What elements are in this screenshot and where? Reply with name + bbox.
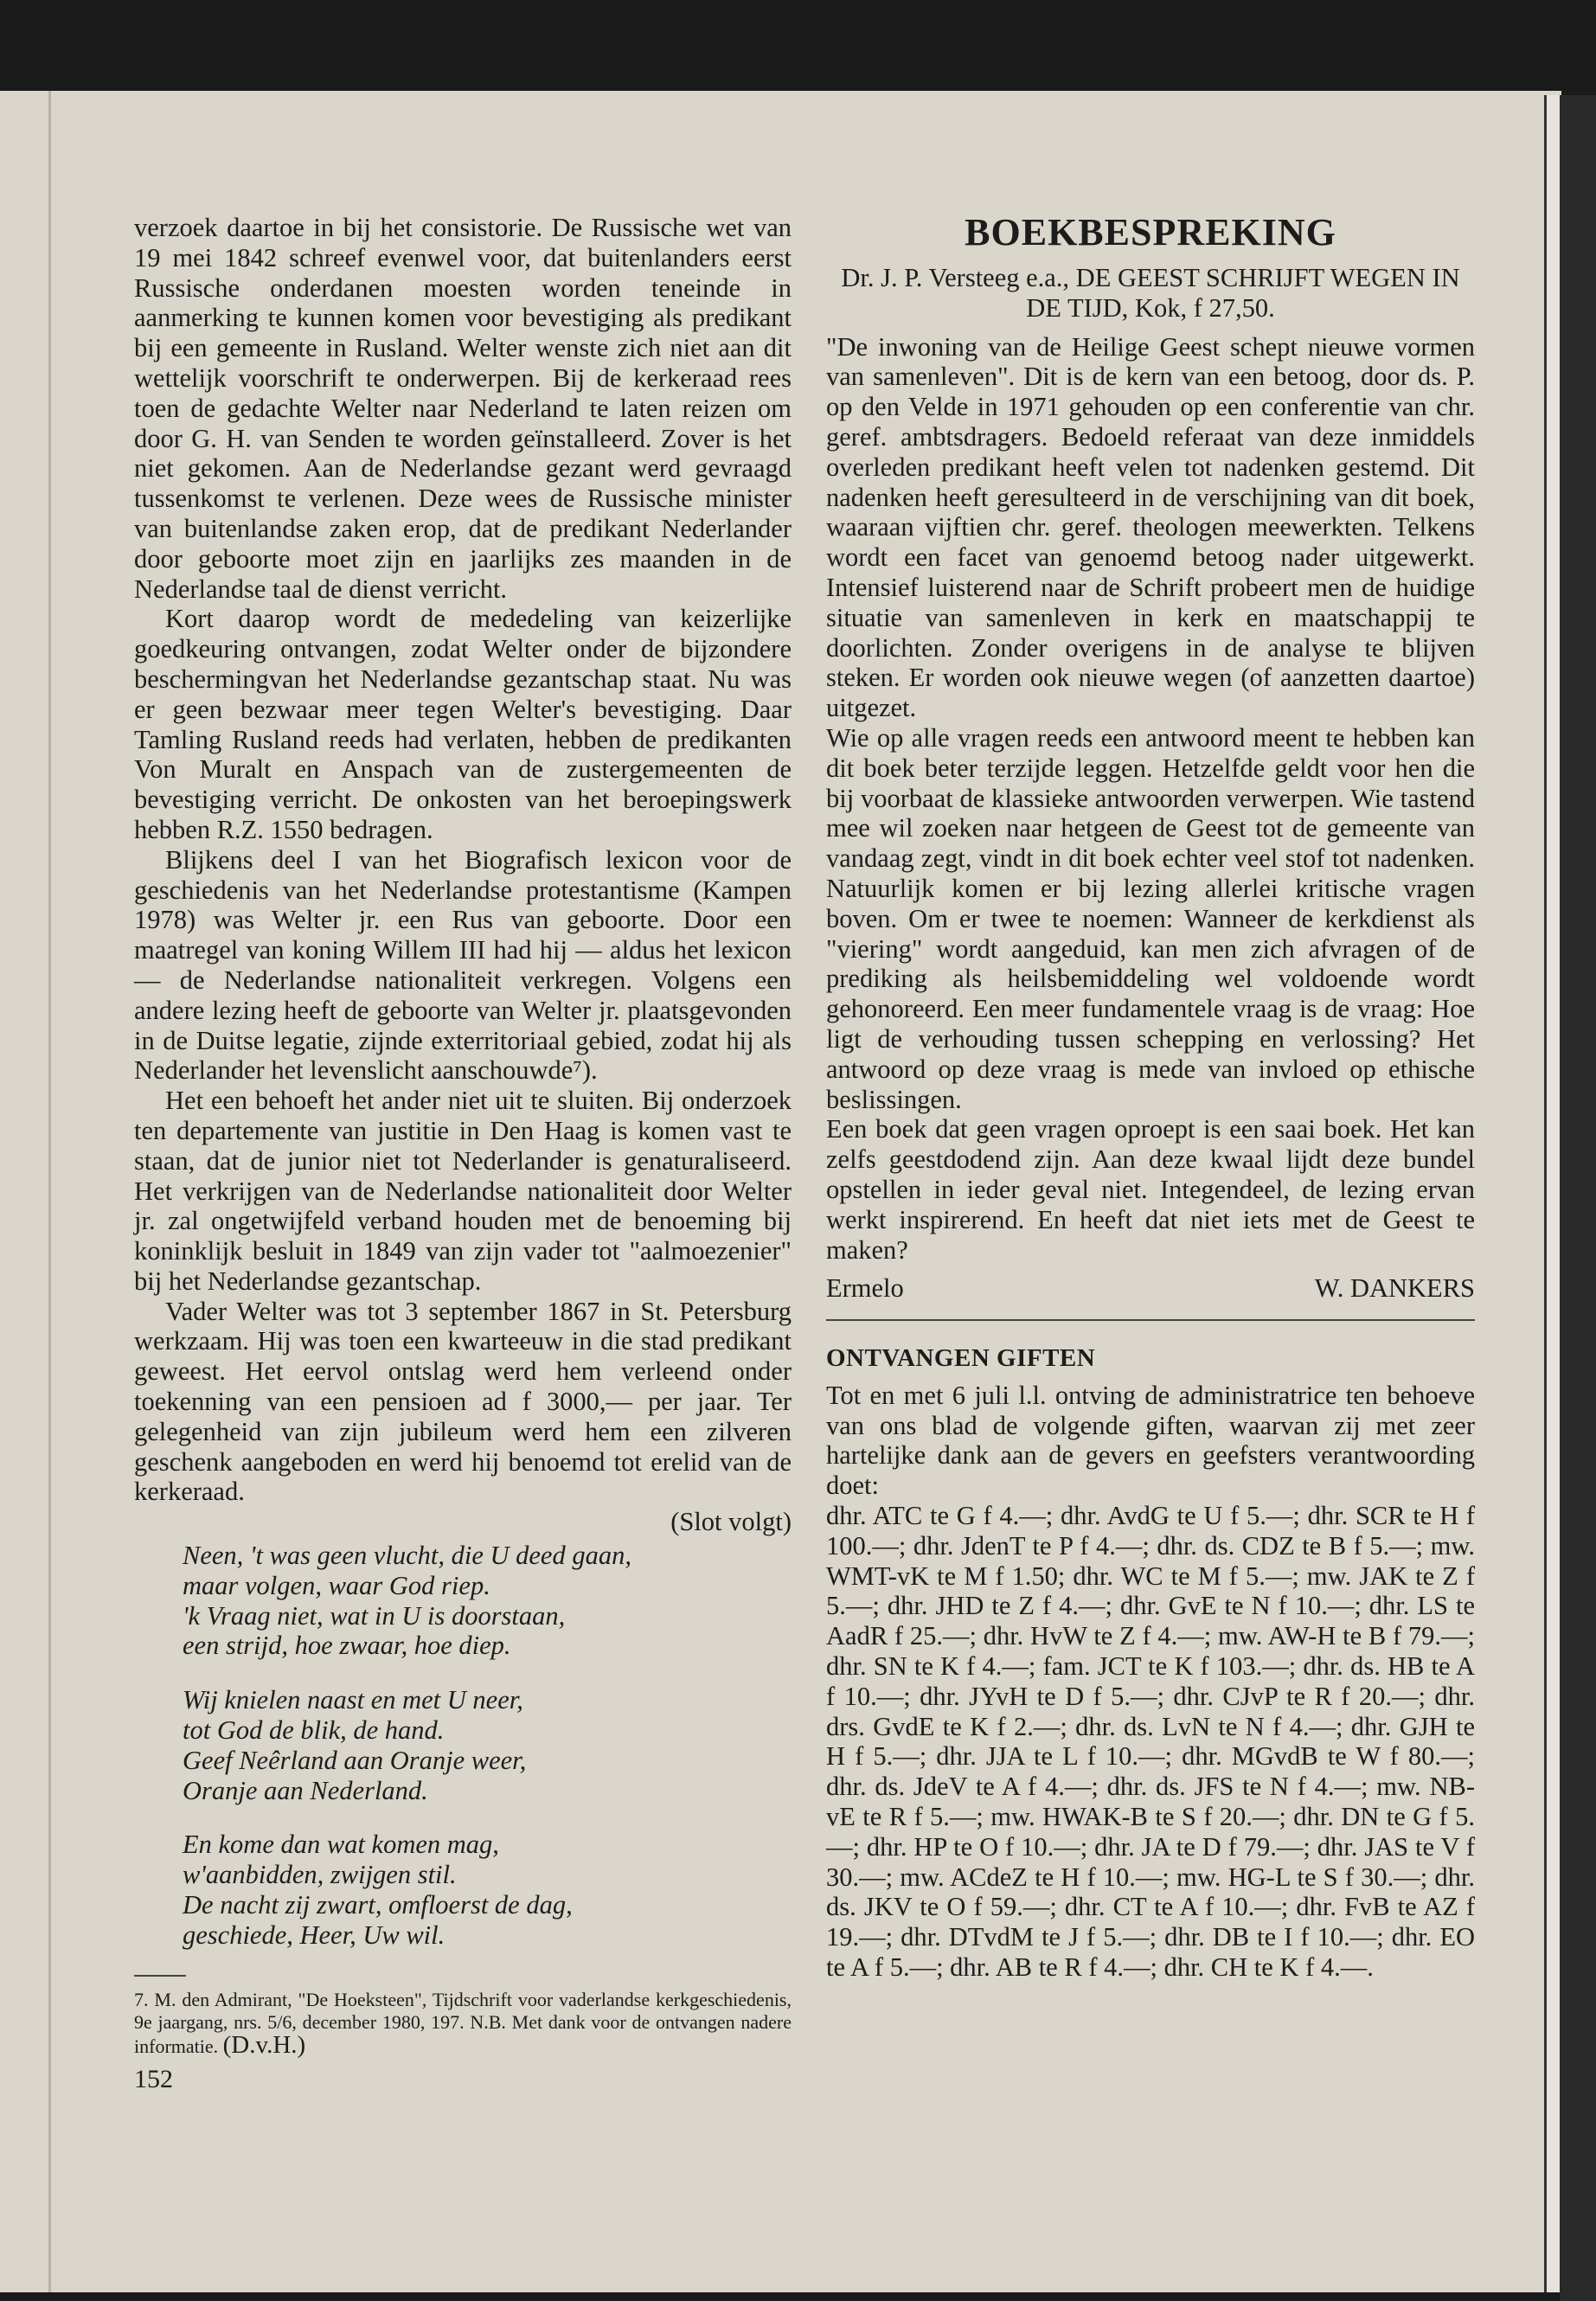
left-column bbox=[134, 213, 792, 2094]
article-paragraph: verzoek daartoe in bij het consistorie. De Russische wet van 19 mei 1842 schreef evenwel voor, dat buitenlanders eerst Russische onderdanen moesten worden teneinde in aanmerking te kunnen komen voor bevestiging als predikant bij een gemeente in Rusland. Welter wenste zich niet aan dit wettelijk voorschrift te onderwerpen. Bij de kerkeraad rees toen de gedachte Welter naar Nederland te laten reizen om door G. H. van Senden te worden geïnstalleerd. Zover is het niet gekomen. Aan de Nederlandse gezant werd gevraagd tussenkomst te verlenen. Deze wees de Russische minister van buitenlandse zaken erop, dat de predikant Nederlander door geboorte moet zijn en jaarlijks zes maanden in de Nederlandse taal de dienst verricht. bbox=[134, 213, 792, 604]
poem-line: En kome dan wat komen mag, bbox=[183, 1830, 499, 1860]
review-heading: BOEKBESPREKING bbox=[965, 211, 1336, 253]
continued-note: (Slot volgt) bbox=[670, 1507, 792, 1537]
footnote-credit: (D.v.H.) bbox=[222, 2030, 306, 2059]
review-signature bbox=[826, 1273, 1475, 1304]
poem-line: w'aanbidden, zwijgen stil. bbox=[183, 1860, 457, 1890]
poem-stanza bbox=[183, 1685, 792, 1805]
gifts-heading: ONTVANGEN GIFTEN bbox=[826, 1344, 1096, 1373]
poem-line: Oranje aan Nederland. bbox=[183, 1775, 428, 1805]
poem-line: Geef Neêrland aan Oranje weer, bbox=[183, 1745, 527, 1775]
review-paragraph: "De inwoning van de Heilige Geest schept nieuwe vormen van samenleven". Dit is de kern van een betoog, door ds. P. op den Velde in 1971 gehouden op een conferentie van chr. geref. ambtsdragers. Bedoeld referaat van deze inmiddels overleden predikant heeft velen tot nadenken gestemd. Dit nadenken heeft geresulteerd in de verschijning van dit boek, waaraan vijftien chr. geref. theologen meewerkten. Telkens wordt een facet van genoemd betoog nader uitgewerkt. Intensief luisterend naar de Schrift probeert men de huidige situatie van samenleven in kerk en maatschappij te doorlichten. Zonder overigens in de analyse te blijven steken. Er worden ook nieuwe wegen (of aanzetten daartoe) uitgezet. bbox=[826, 331, 1475, 723]
poem-line: geschiede, Heer, Uw wil. bbox=[183, 1920, 445, 1950]
gifts-intro: Tot en met 6 juli l.l. ontving de administratrice ten behoeve van ons blad de volgende giften, waarvan zij met zeer hartelijke dank aan de gevers en geefsters verantwoording doet: bbox=[826, 1380, 1475, 1501]
poem-line: Wij knielen naast en met U neer, bbox=[183, 1685, 523, 1715]
poem-line: 'k Vraag niet, wat in U is doorstaan, bbox=[183, 1600, 566, 1631]
poem-line: De nacht zij zwart, omfloerst de dag, bbox=[183, 1890, 573, 1920]
footnote-divider bbox=[134, 1975, 186, 1977]
poem-line: Neen, 't was geen vlucht, die U deed gaan, bbox=[183, 1541, 631, 1571]
review-paragraph: Wie op alle vragen reeds een antwoord meent te hebben kan dit boek beter terzijde leggen. Hetzelfde geldt voor hen die bij voorbaat de klassieke antwoorden verwerpen. Wie tastend mee wil zoeken naar hetgeen de Geest tot de gemeente van vandaag zegt, vindt in dit boek echter veel stof tot nadenken. Natuurlijk komen er bij lezing allerlei kritische vragen boven. Om er twee te noemen: Wanneer de kerkdienst als "viering" wordt aangeduid, kan men zich afvragen of de prediking als heilsbemiddeling wel voldoende wordt gehonoreerd. Een meer fundamentele vraag is de vraag: Hoe ligt de verhouding tussen schepping en verlossing? Het antwoord op deze vraag is mede van invloed op ethische beslissingen. bbox=[826, 722, 1475, 1114]
article-paragraph: Blijkens deel I van het Biografisch lexicon voor de geschiedenis van het Nederlandse protestantisme (Kampen 1978) was Welter jr. een Rus van geboorte. Door een maatregel van koning Willem III had hij — aldus het lexicon — de Nederlandse nationaliteit verkregen. Volgens een andere lezing heeft de geboorte van Welter jr. plaatsgevonden in de Duitse legatie, zijnde exterritoriaal gebied, zodat hij als Nederlander het levenslicht aanschouwde⁷). bbox=[134, 844, 792, 1086]
poem-line: een strijd, hoe zwaar, hoe diep. bbox=[183, 1631, 511, 1661]
poem-line: tot God de blik, de hand. bbox=[183, 1715, 445, 1746]
footnote bbox=[134, 1989, 792, 2058]
review-paragraph: Een boek dat geen vragen oproept is een saai boek. Het kan zelfs geestdodend zijn. Aan deze kwaal lijdt deze bundel opstellen in ieder geval niet. Integendeel, de lezing ervan werkt inspirerend. En heeft dat niet iets met de Geest te maken? bbox=[826, 1114, 1475, 1265]
article-paragraph: Het een behoeft het ander niet uit te sluiten. Bij onderzoek ten departemente van justitie in Den Haag is komen vast te staan, dat de junior niet tot Nederlander is genaturaliseerd. Het verkrijgen van de Nederlandse nationaliteit door Welter jr. zal ongetwijfeld verband houden met de benoeming bij koninklijk besluit in 1849 van zijn vader tot "aalmoezenier" bij het Nederlandse gezantschap. bbox=[134, 1086, 792, 1296]
review-place: Ermelo bbox=[826, 1273, 904, 1304]
article-paragraph: Vader Welter was tot 3 september 1867 in St. Petersburg werkzaam. Hij was toen een kwarteeuw in die stad predikant geweest. Het eervol ontslag werd hem verleend onder toekenning van een pensioen ad f 3000,— per jaar. Ter gelegenheid van zijn jubileum werd hem een zilveren geschenk aangeboden en werd hij benoemd tot erelid van de kerkeraad. bbox=[134, 1296, 792, 1507]
footnote-text: 7. M. den Admirant, "De Hoeksteen", Tijdschrift voor vaderlandse kerkgeschiedenis, 9e jaargang, nrs. 5/6, december 1980, 197. N.B. Met dank voor de ontvangen nadere informatie. bbox=[134, 1988, 792, 2057]
gifts-list: dhr. ATC te G f 4.—; dhr. AvdG te U f 5.—; dhr. SCR te H f 100.—; dhr. JdenT te P f 4.—; dhr. ds. CDZ te B f 5.—; mw. WMT-vK te M f 1.50; dhr. WC te M f 5.—; mw. JAK te Z f 5.—; dhr. JHD te Z f 4.—; dhr. GvE te N f 10.—; dhr. LS te AadR f 25.—; dhr. HvW te Z f 4.—; mw. AW-H te B f 79.—; dhr. SN te K f 4.—; fam. JCT te K f 103.—; dhr. ds. HB te A f 10.—; dhr. JYvH te D f 5.—; dhr. CJvP te R f 20.—; dhr. drs. GvdE te K f 2.—; dhr. ds. LvN te N f 4.—; dhr. GJH te H f 5.—; dhr. JJA te L f 10.—; dhr. MGvdB te W f 80.—; dhr. ds. JdeV te A f 4.—; dhr. ds. JFS te N f 4.—; mw. NB-vE te R f 5.—; mw. HWAK-B te S f 20.—; dhr. DN te G f 5.—; dhr. HP te O f 10.—; dhr. JA te D f 79.—; dhr. JAS te V f 30.—; mw. ACdeZ te H f 10.—; mw. HG-L te S f 30.—; dhr. ds. JKV te O f 59.—; dhr. CT te A f 10.—; dhr. FvB te AZ f 19.—; dhr. DTvdM te J f 5.—; dhr. DB te I f 10.—; dhr. EO te A f 5.—; dhr. AB te R f 4.—; dhr. CH te K f 4.—. bbox=[826, 1501, 1475, 1983]
book-reference: Dr. J. P. Versteeg e.a., DE GEEST SCHRIJFT WEGEN IN DE TIJD, Kok, f 27,50. bbox=[841, 263, 1460, 323]
article-paragraph: Kort daarop wordt de mededeling van keizerlijke goedkeuring ontvangen, zodat Welter onder de bijzondere beschermingvan het Nederlandse gezantschap staat. Nu was er geen bezwaar meer tegen Welter's bevestiging. Daar Tamling Rusland reeds had verlaten, hebben de predikanten Von Muralt en Anspach van de zustergemeenten de bevestiging verricht. De onkosten van het beroepingswerk hebben R.Z. 1550 bedragen. bbox=[134, 604, 792, 844]
poem bbox=[183, 1541, 792, 1951]
gutter-line bbox=[48, 91, 51, 2292]
poem-line: maar volgen, waar God riep. bbox=[183, 1570, 490, 1600]
section-divider bbox=[826, 1319, 1475, 1321]
binding-edge bbox=[1560, 95, 1596, 2301]
poem-stanza bbox=[183, 1830, 792, 1950]
review-author: W. DANKERS bbox=[1314, 1273, 1475, 1304]
page-number: 152 bbox=[134, 2064, 173, 2093]
poem-stanza bbox=[183, 1541, 792, 1661]
right-column bbox=[826, 213, 1475, 1983]
